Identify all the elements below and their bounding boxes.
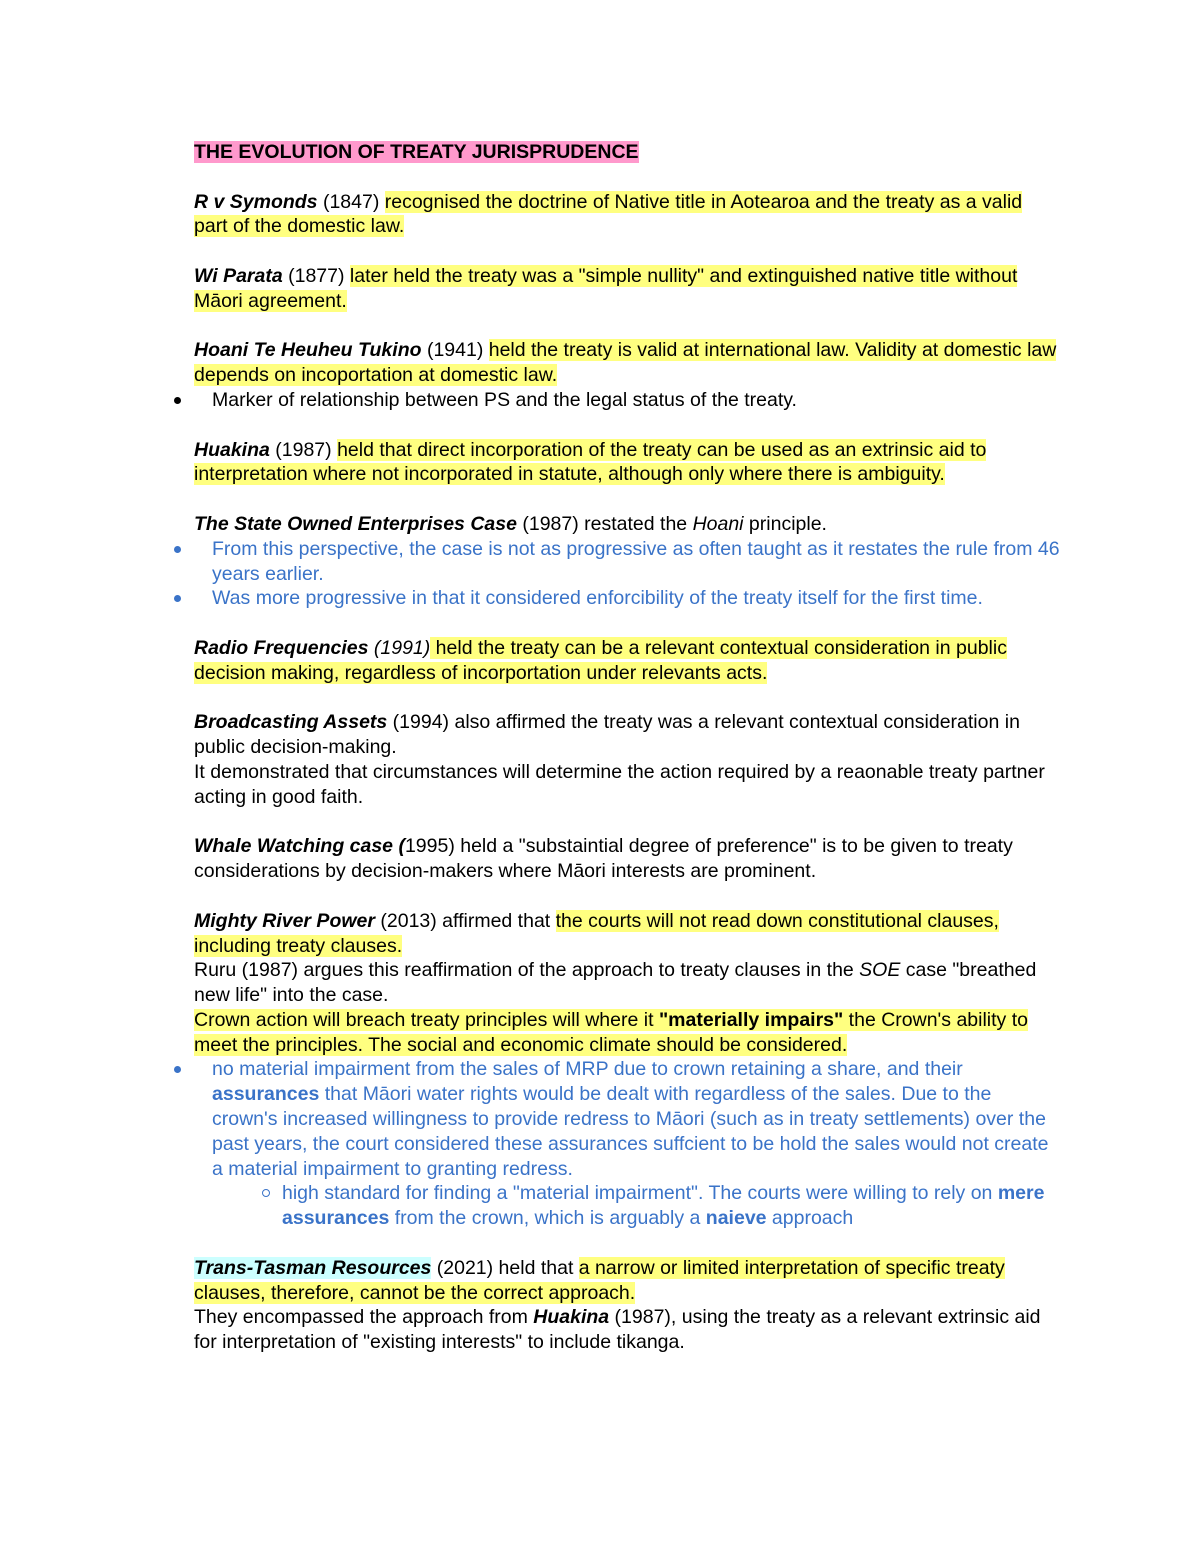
body-text: (1987) restated the	[516, 512, 693, 535]
case-name: Hoani Te Heuheu Tukino	[194, 339, 422, 362]
body-text: They encompassed the approach from	[194, 1306, 534, 1329]
bullet-list	[194, 388, 1060, 413]
highlighted-text: Crown action will breach treaty principles will where it	[194, 1008, 659, 1031]
bold-text: assurances	[212, 1083, 320, 1106]
para-mrp	[194, 909, 1060, 959]
body-text: (1994) also affirmed the treaty was a relevant contextual consideration in public decision-making.	[194, 711, 1020, 759]
body-text: case "breathed new life" into the case.	[194, 959, 1037, 1007]
highlighted-text: later held the treaty was a "simple nullity" and extinguished native title without Māori agreement.	[194, 264, 1018, 312]
body-text: principle.	[743, 512, 827, 535]
case-name: Mighty River Power	[194, 909, 375, 932]
title-text: THE EVOLUTION OF TREATY JURISPRUDENCE	[194, 141, 639, 163]
highlighted-text: the Crown's ability to meet the principles. The social and economic climate should be considered.	[194, 1008, 1028, 1056]
case-name: Huakina	[194, 438, 270, 461]
para-tts-2	[194, 1305, 1060, 1355]
para-wiparata	[194, 264, 1060, 314]
highlighted-text: held that direct incorporation of the treaty can be used as an extrinsic aid to interpretation where not incorporated in statute, although only where there is ambiguity.	[194, 438, 987, 486]
body-text: (1987), using the treaty as a relevant extrinsic aid for interpretation of "existing interests" to include tikanga.	[194, 1306, 1041, 1354]
para-crown	[194, 1008, 1060, 1058]
case-year: (1877)	[282, 264, 350, 287]
doc-title	[194, 140, 1060, 165]
highlighted-text: held the treaty is valid at international law. Validity at domestic law depends on incoportation at domestic law.	[194, 339, 1057, 387]
bold-text: mere assurances	[282, 1182, 1045, 1230]
para-ruru	[194, 958, 1060, 1008]
body-text: 1995) held a "substaintial degree of preference" is to be given to treaty considerations by decision-makers where Māori interests are prominent.	[194, 835, 1013, 883]
body-text: no material impairment from the sales of MRP due to crown retaining a share, and their	[212, 1058, 963, 1081]
case-year: (1941)	[421, 339, 489, 362]
para-radio	[194, 636, 1060, 686]
para-huakina	[194, 438, 1060, 488]
case-name: Radio Frequencies	[194, 636, 369, 659]
italic-text: SOE	[859, 959, 901, 982]
para-broadcasting-2: It demonstrated that circumstances will determine the action required by a reaonable treaty partner acting in good faith.	[194, 760, 1045, 808]
list-item	[194, 1057, 1060, 1231]
list-item: Marker of relationship between PS and the legal status of the treaty.	[194, 388, 1060, 413]
para-symonds	[194, 190, 1060, 240]
case-name: The State Owned Enterprises Case	[194, 512, 517, 535]
case-name: Huakina	[533, 1306, 610, 1329]
highlighted-text: the courts will not read down constitutional clauses, including treaty clauses.	[194, 909, 999, 957]
case-year: (2021) held that	[431, 1256, 579, 1279]
list-item: Was more progressive in that it considered enforcibility of the treaty itself for the first time.	[194, 586, 1060, 611]
case-year: (2013) affirmed that	[374, 909, 556, 932]
bold-highlighted-text: "materially impairs"	[658, 1008, 844, 1031]
bullet-list	[194, 1057, 1060, 1231]
para-hoani	[194, 338, 1060, 388]
case-year: (1987)	[269, 438, 338, 461]
bold-text: naieve	[705, 1207, 767, 1230]
case-year: (1847)	[317, 190, 385, 213]
body-text: high standard for finding a "material impairment". The courts were willing to rely on	[282, 1182, 998, 1205]
para-tts	[194, 1256, 1060, 1306]
highlighted-text: held the treaty can be a relevant contextual consideration in public decision making, regardless of incorportation under relevants acts.	[194, 636, 1007, 684]
body-text: Ruru (1987) argues this reaffirmation of the approach to treaty clauses in the	[194, 959, 860, 982]
sub-bullet-list	[212, 1181, 1060, 1231]
case-year: (1991)	[368, 636, 431, 659]
bullet-list	[194, 537, 1060, 611]
case-name: R v Symonds	[194, 190, 318, 213]
case-name: Whale Watching case (	[194, 835, 405, 858]
highlighted-text: a narrow or limited interpretation of specific treaty clauses, therefore, cannot be the correct approach.	[194, 1256, 1005, 1304]
para-soe	[194, 512, 1060, 537]
body-text: approach	[766, 1207, 854, 1230]
highlighted-text: recognised the doctrine of Native title in Aotearoa and the treaty as a valid part of the domestic law.	[194, 190, 1023, 238]
para-whale	[194, 834, 1060, 884]
case-name: Wi Parata	[194, 264, 283, 287]
body-text: from the crown, which is arguably a	[389, 1207, 706, 1230]
case-name: Trans-Tasman Resources	[194, 1256, 432, 1279]
list-item: From this perspective, the case is not as progressive as often taught as it restates the rule from 46 years earlier.	[194, 537, 1060, 587]
body-text: that Māori water rights would be dealt with regardless of the sales. Due to the crown's increased willingness to provide redress to Māori (such as in treaty settlements) over the past years, the court considered these assurances suffcient to be hold the sales would not create a material impairment to granting redress.	[212, 1083, 1049, 1180]
para-broadcasting	[194, 710, 1060, 760]
sub-list-item	[282, 1181, 1060, 1231]
case-name: Broadcasting Assets	[194, 711, 388, 734]
italic-text: Hoani	[692, 512, 744, 535]
